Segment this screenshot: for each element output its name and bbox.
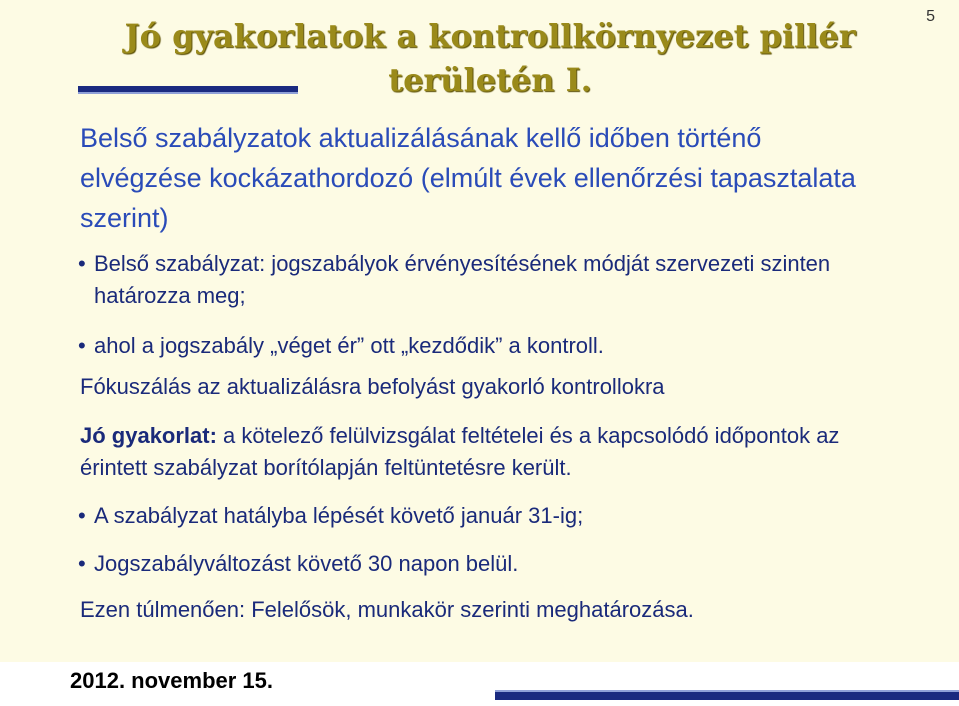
bullet-text: Belső szabályzat: jogszabályok érvényesítésének módját szervezeti szinten határozza meg; <box>94 251 831 308</box>
bullet-icon: • <box>78 503 86 528</box>
bullet-text: ahol a jogszabály „véget ér” ott „kezdődik” a kontroll. <box>94 333 604 358</box>
title-line-2: területén I. <box>388 61 592 99</box>
bullet-icon: • <box>78 251 86 276</box>
section-heading: Belső szabályzatok aktualizálásának kellő időben történő elvégzése kockázathordozó (elmúlt évek ellenőrzési tapasztalata szerint) <box>80 123 856 233</box>
bullet-text: A szabályzat hatályba lépését követő január 31-ig; <box>94 503 584 528</box>
slide-number: 5 <box>926 8 935 25</box>
bullet-internal-regulation <box>78 248 908 312</box>
good-practice-text: a kötelező felülvizsgálat feltételei és a kapcsolódó időpontok az érintett szabályzat borítólapján feltüntetésre került. <box>80 423 840 480</box>
bullet-control <box>78 330 878 362</box>
focus-text: Fókuszálás az aktualizálásra befolyást gyakorló kontrollokra <box>80 374 665 399</box>
responsibles-text: Ezen túlmenően: Felelősök, munkakör szerinti meghatározása. <box>80 597 694 622</box>
good-practice-paragraph <box>80 420 910 484</box>
bullet-icon: • <box>78 551 86 576</box>
title-line-1: Jó gyakorlatok a kontrollkörnyezet pillér <box>124 17 856 55</box>
bullet-text: Jogszabályváltozást követő 30 napon belül. <box>94 551 519 576</box>
good-practice-label: Jó gyakorlat: <box>80 423 217 448</box>
bullet-deadline-30-days <box>78 548 878 580</box>
footer-date: 2012. november 15. <box>70 668 274 693</box>
footer-bar <box>495 690 959 700</box>
bullet-deadline-january <box>78 500 878 532</box>
title-underline <box>78 86 298 94</box>
bullet-icon: • <box>78 333 86 358</box>
